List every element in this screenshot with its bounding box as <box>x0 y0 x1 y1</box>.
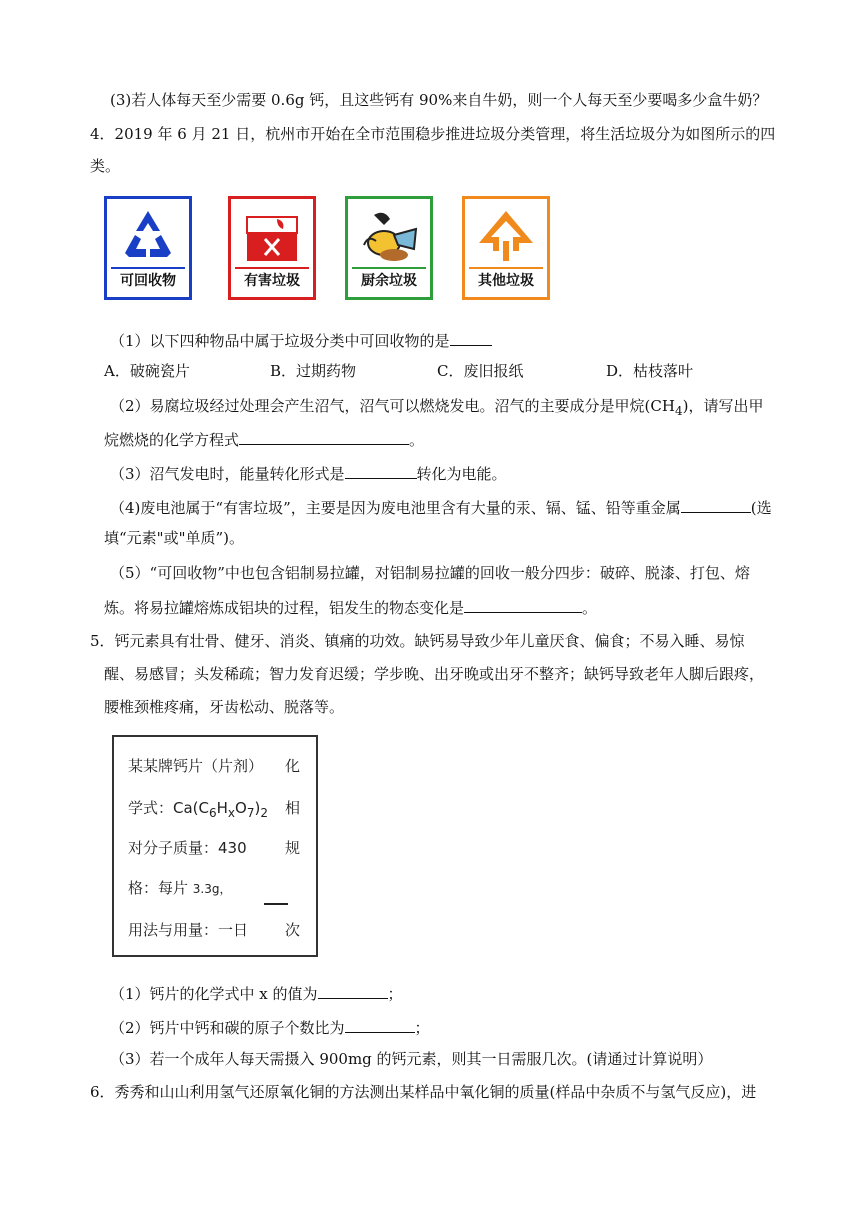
bin-label-recyclable: 可回收物 <box>111 267 185 293</box>
label-row2-right: 相 <box>284 799 300 817</box>
bin-kitchen <box>345 196 433 300</box>
option-b: B．过期药物 <box>270 362 357 380</box>
bin-label-hazardous: 有害垃圾 <box>235 267 309 293</box>
formula-close: ) <box>254 799 261 817</box>
q4-sub2-text-end: )，请写出甲 <box>682 397 764 415</box>
bin-recyclable <box>104 196 192 300</box>
ratio-blank <box>345 1016 415 1033</box>
q4-sub2-text: （2）易腐垃圾经过处理会产生沼气，沼气可以燃烧发电。沼气的主要成分是甲烷(CH <box>110 397 675 415</box>
equation-blank <box>239 428 409 445</box>
q4-sub2-line2-end: 。 <box>409 431 425 449</box>
element-blank <box>681 496 751 513</box>
q4-line2: 类。 <box>90 157 121 175</box>
sub-x: x <box>227 806 236 820</box>
q6-line1: 6．秀秀和山山利用氢气还原氧化铜的方法测出某样品中氧化铜的质量(样品中杂质不与氢气反应)，进 <box>90 1083 757 1101</box>
bin-hazardous <box>228 196 316 300</box>
q4-sub2-line2 <box>104 428 424 450</box>
label-row1-right: 化 <box>284 757 300 775</box>
state-change-blank <box>464 596 582 613</box>
q4-sub2-line2-text: 烷燃烧的化学方程式 <box>104 431 240 449</box>
q5-line3: 腰椎颈椎疼痛，牙齿松动、脱落等。 <box>104 698 345 716</box>
recycle-icon <box>113 205 183 267</box>
kitchen-waste-icon <box>354 205 424 267</box>
formula-start: 学式：Ca(C <box>128 799 209 817</box>
option-d: D．枯枝落叶 <box>606 362 694 380</box>
q5-sub3: （3）若一个成年人每天需摄入 900mg 的钙元素，则其一日需服几次。(请通过计算说明） <box>110 1050 713 1068</box>
label-brand: 某某牌钙片（片剂） <box>128 757 264 775</box>
option-c: C．废旧报纸 <box>437 362 524 380</box>
q4-sub5-line1: （5）“可回收物”中也包含铝制易拉罐，对铝制易拉罐的回收一般分四步：破碎、脱漆、打包、熔 <box>110 564 750 582</box>
option-a: A．破碗瓷片 <box>104 362 190 380</box>
q5-line1: 5．钙元素具有壮骨、健牙、消炎、镇痛的功效。缺钙易导致少年儿童厌食、偏食；不易入睡、易惊 <box>90 632 745 650</box>
label-row5-right: 次 <box>284 921 300 939</box>
q4-line1: 4．2019 年 6 月 21 日，杭州市开始在全市范围稳步推进垃圾分类管理，将生活垃圾分为如图所示的四 <box>90 125 776 143</box>
formula-h: H <box>216 799 228 817</box>
spec-value: 3.3g， <box>192 882 232 896</box>
q4-sub4-line1 <box>110 496 772 518</box>
bin-label-kitchen: 厨余垃圾 <box>352 267 426 293</box>
q3-calcium-milk-text: (3)若人体每天至少需要 0.6g 钙，且这些钙有 90%来自牛奶，则一个人每天至少要喝多少盒牛奶？ <box>110 91 768 109</box>
calcium-tablet-label <box>112 735 318 957</box>
q4-sub4-text: （4)废电池属于“有害垃圾”，主要是因为废电池里含有大量的汞、镉、锰、铅等重金属 <box>110 499 681 517</box>
q5-sub1-text: （1）钙片的化学式中 x 的值为 <box>110 985 318 1003</box>
bin-other <box>462 196 550 300</box>
sub-c: 6 <box>209 806 217 820</box>
x-value-blank <box>318 982 388 999</box>
q4-sub1-blank <box>450 329 492 346</box>
label-row3: 对分子质量：430 <box>128 839 247 857</box>
q4-sub5-line2-end: 。 <box>582 599 598 617</box>
formula-o: O <box>235 799 247 817</box>
q5-line2: 醒、易感冒；头发稀疏；智力发育迟缓；学步晚、出牙晚或出牙不整齐；缺钙导致老年人脚后跟疼， <box>104 665 765 683</box>
ch4-subscript: 4 <box>674 404 683 418</box>
q4-sub5-line2-text: 炼。将易拉罐熔炼成铝块的过程，铝发生的物态变化是 <box>104 599 465 617</box>
q5-sub1-end: ； <box>387 985 403 1003</box>
garbage-bins-figure <box>104 196 564 308</box>
q4-sub3 <box>110 462 507 484</box>
sub-o: 7 <box>246 806 255 820</box>
q4-sub2-line1 <box>110 396 763 421</box>
spec-label: 格：每片 <box>128 879 189 897</box>
bin-label-other: 其他垃圾 <box>469 267 543 293</box>
q4-options <box>104 360 764 380</box>
q4-sub3-start: （3）沼气发电时，能量转化形式是 <box>110 465 345 483</box>
label-row4 <box>128 877 232 898</box>
label-row1 <box>128 755 263 776</box>
label-row3-right: 规 <box>284 839 300 857</box>
label-row5: 用法与用量：一日 <box>128 921 249 939</box>
sub-2: 2 <box>260 806 268 820</box>
label-row2 <box>128 797 268 820</box>
q5-sub2 <box>110 1016 430 1038</box>
q4-sub1-text: （1）以下四种物品中属于垃圾分类中可回收物的是 <box>110 332 450 350</box>
energy-blank <box>345 462 417 479</box>
q4-sub4-end: (选 <box>750 499 772 517</box>
q4-sub3-end: 转化为电能。 <box>416 465 507 483</box>
label-blank <box>264 903 288 905</box>
q5-sub1 <box>110 982 403 1004</box>
q4-sub4-line2: 填“元素"或"单质”)。 <box>104 529 244 547</box>
q5-sub2-text: （2）钙片中钙和碳的原子个数比为 <box>110 1019 345 1037</box>
hazardous-icon <box>237 205 307 267</box>
other-waste-icon <box>471 205 541 267</box>
q4-sub1 <box>110 329 492 351</box>
q5-sub2-end: ； <box>414 1019 430 1037</box>
q4-sub5-line2 <box>104 596 597 618</box>
